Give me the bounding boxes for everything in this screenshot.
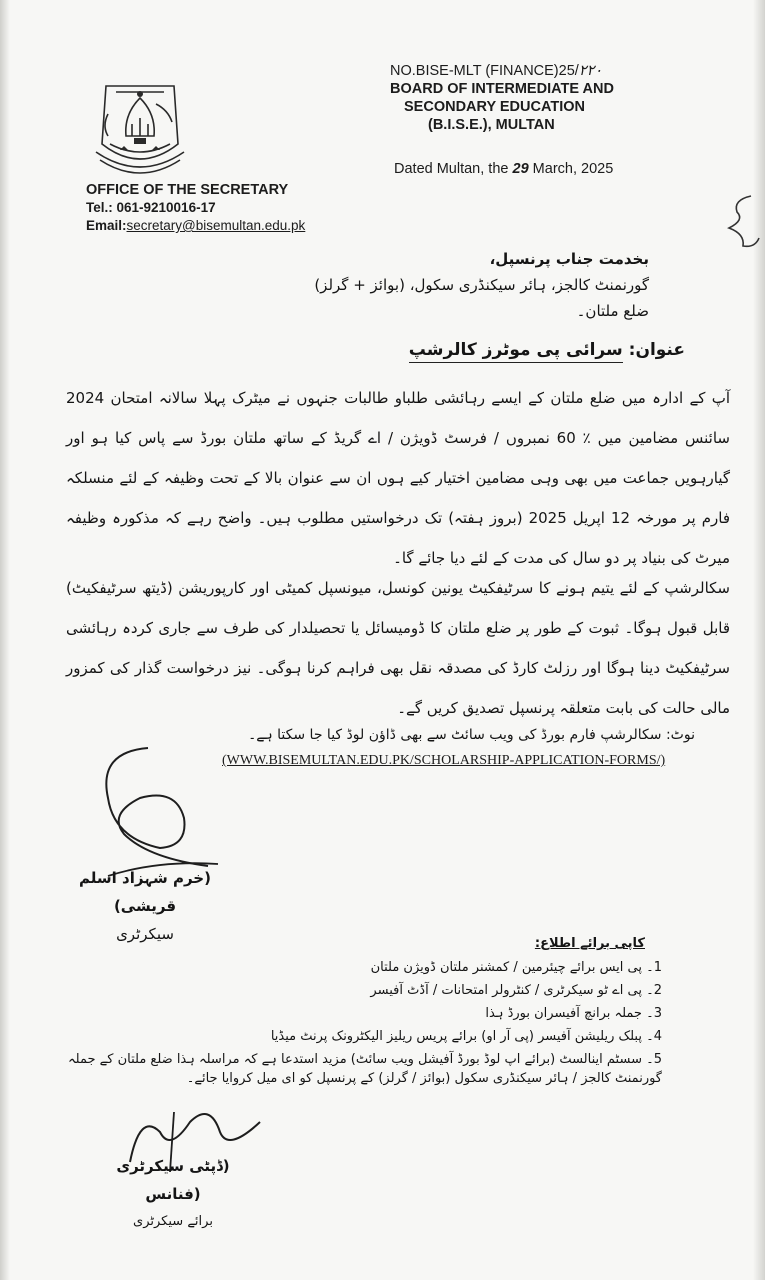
- office-email: [86, 217, 346, 235]
- board-name-line1: BOARD OF INTERMEDIATE AND: [390, 81, 614, 97]
- recipient-line3: ضلع ملتان۔: [576, 302, 649, 320]
- reference-number: [390, 62, 670, 80]
- secretary-title: سیکرٹری: [116, 925, 174, 943]
- reference-handwritten: ۲۲۰: [578, 63, 603, 79]
- page-left-edge: [0, 0, 10, 1280]
- body-paragraph-1: آپ کے ادارہ میں ضلع ملتان کے ایسے رہائشی طلباو طالبات جنہوں نے میٹرک پہلا سالانہ امتحان 2024 سائنس مضامین میں ٪ 60 نمبروں / فرسٹ ڈویژن / اے گریڈ کے ساتھ ملتان بورڈ سے پاس کیا ہو اور گیارہویں جماعت میں بھی وہی مضامین اختیار کیے ہوں ان سے عنوان بالا کے تحت وظیفہ کے لئے منسلکہ فارم پر مورخہ 12 اپریل 2025 (بروز ہفتہ) تک درخواستیں مطلوب ہیں۔ واضح رہے کہ مذکورہ وظیفہ میرٹ کی بنیاد پر دو سال کی مدت کے لئے دیا جائے گا۔: [66, 389, 730, 567]
- deputy-signatory-block: [88, 1152, 258, 1236]
- recipient-line2: گورنمنٹ کالجز، ہائر سیکنڈری سکول، (بوائز + گرلز): [314, 276, 649, 294]
- copy-list: [66, 958, 662, 1088]
- deputy-name: (ڈپٹی سیکرٹری (فنانس: [116, 1157, 230, 1203]
- email-label: Email:: [86, 218, 127, 233]
- copy-item-2: 2۔ پی اے ٹو سیکرٹری / کنٹرولر امتحانات / آڈٹ آفیسر: [370, 983, 662, 998]
- email-link[interactable]: secretary@bisemultan.edu.pk: [126, 218, 306, 233]
- letterhead-block: [390, 62, 670, 134]
- margin-initial-mark: [715, 190, 763, 260]
- deputy-for: برائے سیکرٹری: [133, 1214, 213, 1229]
- date-day: 29: [512, 161, 529, 177]
- secretary-name: (خرم شہزاد اسلم قریشی): [79, 869, 211, 915]
- body-note: نوٹ: سکالرشپ فارم بورڈ کی ویب سائٹ سے بھی ڈاؤن لوڈ کیا جا سکتا ہے۔: [248, 727, 695, 743]
- copy-heading: کاپی برائے اطلاع:: [534, 936, 645, 951]
- body-paragraph-2: سکالرشپ کے لئے یتیم ہونے کا سرٹیفکیٹ یونین کونسل، میونسپل کمیٹی اور کارپوریشن (ڈیتھ سرٹیفکیٹ) قابل قبول ہوگا۔ ثبوت کے طور پر ضلع ملتان کا ڈومیسائل یا تحصیلدار کی طرف سے جاری کردہ رہائشی سرٹیفکیٹ دینا ہوگا اور رزلٹ کارڈ کی مصدقہ نقل بھی فراہم کرنا ہوگی۔ نیز درخواست گذار کی کمزور مالی حالت کی بابت متعلقہ پرنسپل تصدیق کریں گے۔: [66, 579, 730, 717]
- recipient-address: [189, 246, 649, 324]
- subject-text: سرائی پی موٹرز کالرشپ: [409, 340, 623, 363]
- secretary-signatory-block: [70, 864, 220, 948]
- letter-date: [394, 160, 664, 178]
- reference-number-text: NO.BISE-MLT (FINANCE)25/: [390, 63, 579, 79]
- office-title: OFFICE OF THE SECRETARY: [86, 182, 289, 198]
- board-name-line3: (B.I.S.E.), MULTAN: [428, 117, 555, 133]
- date-suffix: March, 2025: [532, 161, 614, 177]
- board-name-line2: SECONDARY EDUCATION: [404, 99, 585, 115]
- copy-item-5: 5۔ سسٹم اینالسٹ (برائے اپ لوڈ بورڈ آفیشل ویب سائٹ) مزید استدعا ہے کہ مراسلہ ہذا ضلع ملتان کے جملہ گورنمنٹ کالجز / ہائر سیکنڈری سکول (بوائز / گرلز) کے پرنسپل کو ای میل کروایا جائے۔: [68, 1052, 662, 1086]
- copy-item-1: 1۔ پی ایس برائے چیئرمین / کمشنر ملتان ڈویژن ملتان: [370, 960, 662, 975]
- copy-item-4: 4۔ پبلک ریلیشن آفیسر (پی آر او) برائے پریس ریلیز الیکٹرونک پرنٹ میڈیا: [270, 1029, 662, 1044]
- subject-line: [265, 340, 685, 360]
- board-crest-logo: [86, 74, 194, 182]
- scholarship-url[interactable]: (WWW.BISEMULTAN.EDU.PK/SCHOLARSHIP-APPLICATION-FORMS/): [222, 753, 666, 768]
- recipient-line1: بخدمت جناب پرنسپل،: [489, 250, 649, 268]
- office-telephone: Tel.: 061-9210016-17: [86, 200, 216, 215]
- subject-label: عنوان:: [628, 340, 685, 360]
- date-prefix: Dated Multan, the: [394, 161, 509, 177]
- office-block: [86, 181, 346, 235]
- copy-item-3: 3۔ جملہ برانچ آفیسران بورڈ ہذا: [485, 1006, 662, 1021]
